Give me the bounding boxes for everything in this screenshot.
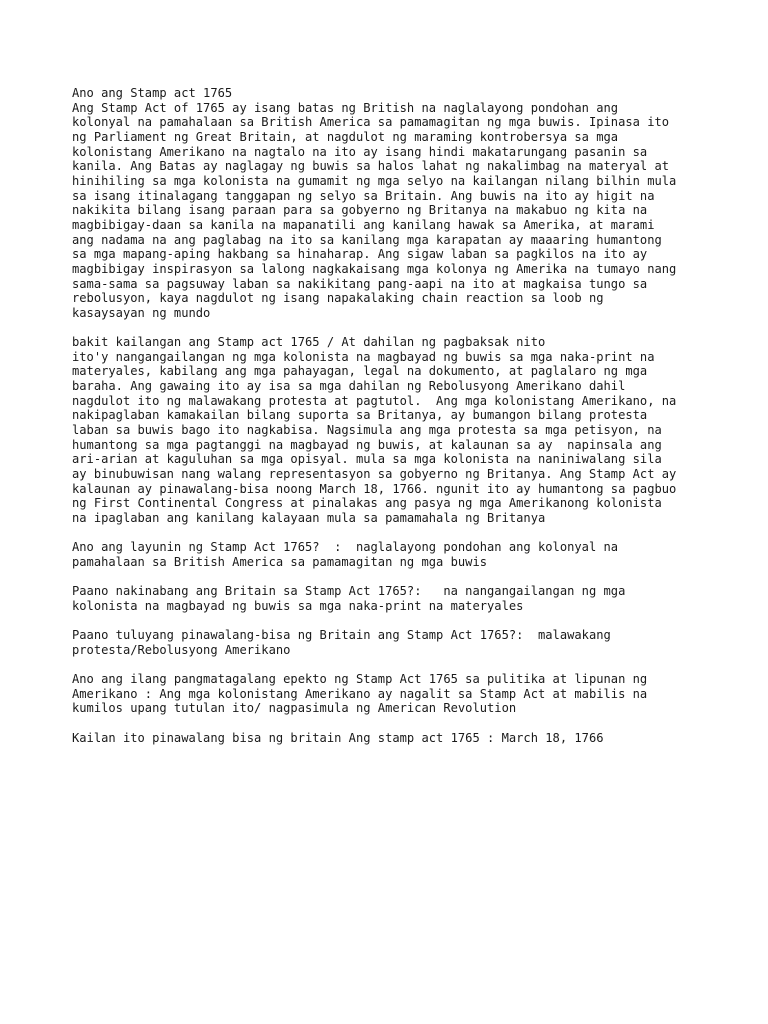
text-line: kalaunan ay pinawalang-bisa noong March 18, 1766. ngunit ito ay humantong sa pagbuo bbox=[72, 481, 677, 496]
text-line: kasaysayan ng mundo bbox=[72, 305, 211, 320]
text-line: kolonista na magbayad ng buwis sa mga naka-print na materyales bbox=[72, 598, 524, 613]
text-line: ang nadama na ang paglabag na ito sa kanilang mga karapatan ay maaaring humantong bbox=[72, 232, 662, 247]
text-line: sama-sama sa pagsuway laban sa nakikitang pang-aapi na ito at magkaisa tungo sa bbox=[72, 276, 648, 291]
qa-benefit bbox=[72, 584, 712, 613]
qa-repeal bbox=[72, 628, 712, 657]
text-line: Paano tuluyang pinawalang-bisa ng Britain ang Stamp Act 1765?: malawakang bbox=[72, 628, 611, 643]
text-line: materyales, kabilang ang mga pahayagan, legal na dokumento, at paglalaro ng mga bbox=[72, 364, 648, 379]
text-line: ito'y nangangailangan ng mga kolonista na magbayad ng buwis sa mga naka-print na bbox=[72, 349, 655, 364]
text-line: na ipaglaban ang kanilang kalayaan mula sa pamamahala ng Britanya bbox=[72, 511, 546, 526]
text-line: kumilos upang tutulan ito/ nagpasimula ng American Revolution bbox=[72, 701, 517, 716]
text-line: Ang Stamp Act of 1765 ay isang batas ng British na naglalayong pondohan ang bbox=[72, 100, 619, 115]
text-line: magbibigay inspirasyon sa lalong nagkakaisang mga kolonya ng Amerika na tumayo nang bbox=[72, 261, 677, 276]
text-line: ng First Continental Congress at pinalakas ang pasya ng mga Amerikanong kolonista bbox=[72, 496, 662, 511]
text-line: nakipaglaban kamakailan bilang suporta sa Britanya, ay bumangon bilang protesta bbox=[72, 408, 648, 423]
text-line: ay binubuwisan nang walang representasyon sa gobyerno ng Britanya. Ang Stamp Act ay bbox=[72, 467, 677, 482]
text-line: Ano ang layunin ng Stamp Act 1765? : naglalayong pondohan ang kolonyal na bbox=[72, 540, 619, 555]
text-line: Amerikano : Ang mga kolonistang Amerikano ay nagalit sa Stamp Act at mabilis na bbox=[72, 686, 648, 701]
text-line: Ano ang ilang pangmatagalang epekto ng Stamp Act 1765 sa pulitika at lipunan ng bbox=[72, 672, 648, 687]
text-line: kolonyal na pamahalaan sa British America sa pamamagitan ng mga buwis. Ipinasa ito bbox=[72, 115, 670, 130]
qa-effects bbox=[72, 672, 712, 716]
text-line: kolonistang Amerikano na nagtalo na ito ay isang hindi makatarungang pasanin sa bbox=[72, 144, 648, 159]
text-line: ari-arian at kaguluhan sa mga opisyal. mula sa mga kolonista na naniniwalang sila bbox=[72, 452, 662, 467]
text-line: pamahalaan sa British America sa pamamagitan ng mga buwis bbox=[72, 554, 488, 569]
text-line: Paano nakinabang ang Britain sa Stamp Act 1765?: na nangangailangan ng mga bbox=[72, 584, 626, 599]
text-line: sa mga mapang-aping hakbang sa hinaharap. Ang sigaw laban sa pagkilos na ito ay bbox=[72, 247, 648, 262]
text-line: humantong sa mga pagtanggi na magbayad ng buwis, at kalaunan sa ay napinsala ang bbox=[72, 437, 662, 452]
qa-date bbox=[72, 731, 712, 746]
qa-purpose bbox=[72, 540, 712, 569]
text-line: protesta/Rebolusyong Amerikano bbox=[72, 642, 291, 657]
heading-line: bakit kailangan ang Stamp act 1765 / At dahilan ng pagbaksak nito bbox=[72, 335, 546, 350]
text-line: magbibigay-daan sa kanila na mapanatili ang kanilang hawak sa Amerika, at marami bbox=[72, 217, 655, 232]
text-line: nakikita bilang isang paraan para sa gobyerno ng Britanya na makabuo ng kita na bbox=[72, 203, 648, 218]
text-line: ng Parliament ng Great Britain, at nagdulot ng maraming kontrobersya sa mga bbox=[72, 129, 619, 144]
text-line: hinihiling sa mga kolonista na gumamit ng mga selyo na kailangan nilang bilhin mula bbox=[72, 173, 677, 188]
text-line: kanila. Ang Batas ay naglagay ng buwis sa halos lahat ng nakalimbag na materyal at bbox=[72, 159, 670, 174]
text-line: nagdulot ito ng malawakang protesta at pagtutol. Ang mga kolonistang Amerikano, na bbox=[72, 393, 677, 408]
text-line: Kailan ito pinawalang bisa ng britain Ang stamp act 1765 : March 18, 1766 bbox=[72, 730, 604, 745]
intro-paragraph bbox=[72, 86, 712, 321]
document-page bbox=[72, 86, 712, 760]
reasons-paragraph bbox=[72, 335, 712, 526]
heading-line: Ano ang Stamp act 1765 bbox=[72, 86, 233, 100]
text-line: rebolusyon, kaya nagdulot ng isang napakalaking chain reaction sa loob ng bbox=[72, 291, 604, 306]
text-line: laban sa buwis bago ito nagkabisa. Nagsimula ang mga protesta sa mga petisyon, na bbox=[72, 423, 662, 438]
text-line: sa isang itinalagang tanggapan ng selyo sa Britain. Ang buwis na ito ay higit na bbox=[72, 188, 655, 203]
text-line: baraha. Ang gawaing ito ay isa sa mga dahilan ng Rebolusyong Amerikano dahil bbox=[72, 379, 626, 394]
